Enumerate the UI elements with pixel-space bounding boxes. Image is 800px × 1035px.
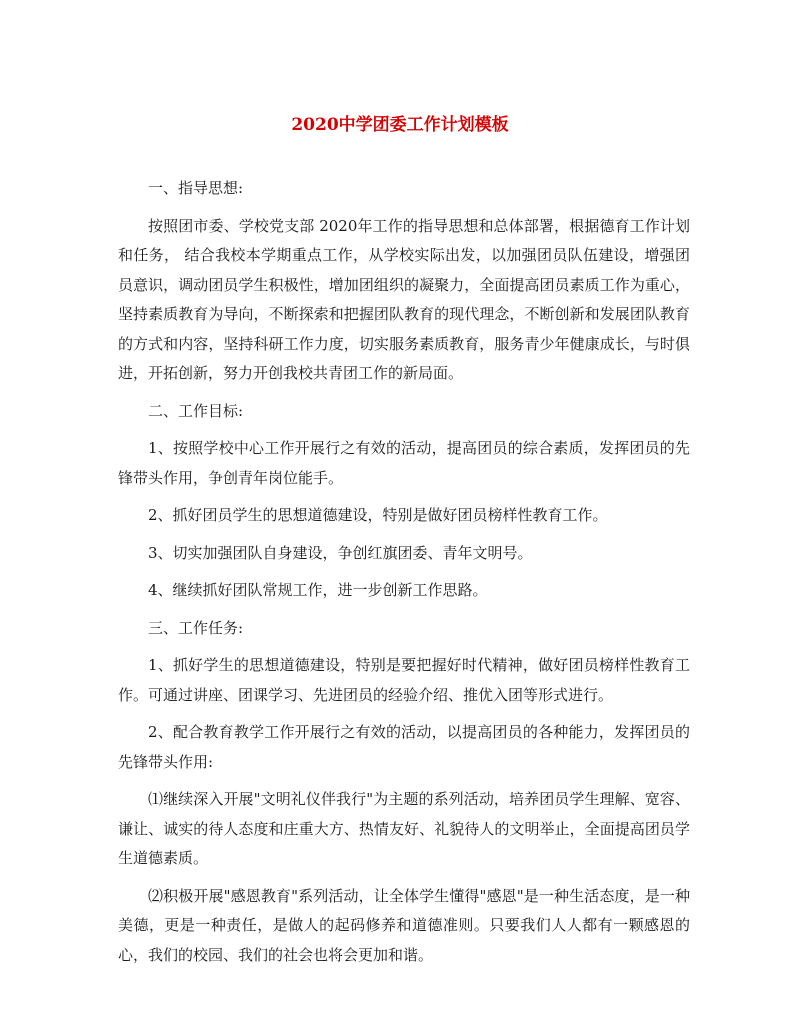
document-title: 2020中学团委工作计划模板: [291, 115, 509, 135]
goal-item-4: 4、继续抓好团队常规工作，进一步创新工作思路。: [148, 581, 488, 599]
goal-item-3: 3、切实加强团队自身建设，争创红旗团委、青年文明号。: [148, 543, 533, 562]
task-subitem-2: ⑵积极开展"感恩教育"系列活动，让全体学生懂得"感恩"是一种生活态度，是一种美德，更是一种责任，是做人的起码修养和道德准则。只要我们人人都有一颗感恩的心，我们的校园、我们的社会也将会更加和谐。: [118, 886, 690, 964]
goal-item-2: 2、抓好团员学生的思想道德建设，特别是做好团员榜样性教育工作。: [148, 506, 608, 524]
task-item-1: 1、抓好学生的思想道德建设，特别是要把握好时代精神，做好团员榜样性教育工作。可通过讲座、团课学习、先进团员的经验介绍、推优入团等形式进行。: [118, 656, 690, 704]
goal-item-1: 1、按照学校中心工作开展行之有效的活动，提高团员的综合素质，发挥团员的先锋带头作用，争创青年岗位能手。: [118, 439, 690, 487]
document-body: [118, 174, 690, 978]
paragraph-guiding-thought: 按照团市委、学校党支部 2020年工作的指导思想和总体部署，根据德育工作计划和任务， 结合我校本学期重点工作，从学校实际出发，以加强团员队伍建设，增强团员意识，调动团员学生积极性，增加团组织的凝聚力，全面提高团员素质工作为重心，坚持素质教育为导向，不断探索和把握团队教育的现代理念，不断创新和发展团队教育的方式和内容，坚持科研工作力度，切实服务素质教育，服务青少年健康成长，与时俱进，开拓创新，努力开创我校共青团工作的新局面。: [118, 216, 690, 382]
section-heading-work-goals: 二、工作目标:: [148, 401, 244, 420]
section-heading-work-tasks: 三、工作任务:: [148, 618, 244, 637]
task-item-2: 2、配合教育教学工作开展行之有效的活动，以提高团员的各种能力，发挥团员的先锋带头作用:: [118, 723, 690, 771]
task-subitem-1: ⑴继续深入开展"文明礼仪伴我行"为主题的系列活动，培养团员学生理解、宽容、谦让、诚实的待人态度和庄重大方、热情友好、礼貌待人的文明举止，全面提高团员学生道德素质。: [118, 790, 690, 867]
section-heading-guiding-thought: 一、指导思想:: [148, 179, 244, 197]
